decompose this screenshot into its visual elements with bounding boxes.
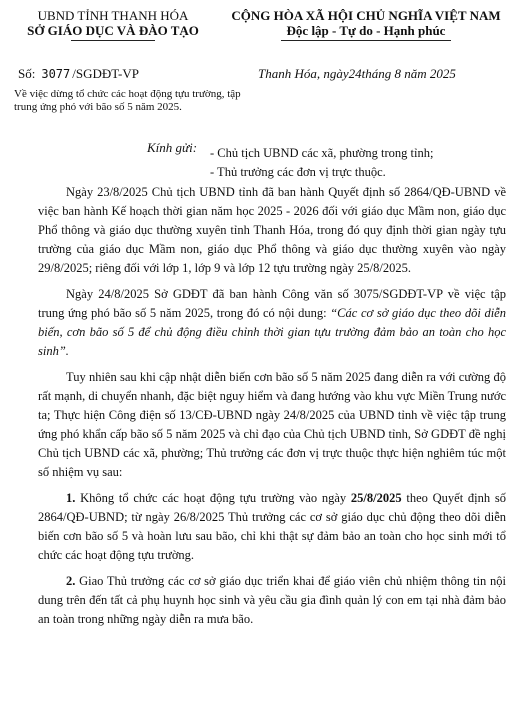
recipient-item: - Thủ trưởng các đơn vị trực thuộc. bbox=[210, 165, 386, 179]
item-1-date: 25/8/2025 bbox=[350, 491, 402, 505]
country-name: CỘNG HÒA XÃ HỘI CHỦ NGHĨA VIỆT NAM bbox=[231, 8, 501, 23]
parent-agency: UBND TỈNH THANH HÓA bbox=[37, 8, 189, 23]
item-2-number: 2. bbox=[66, 574, 76, 588]
paragraph-2-quote: “Các cơ sở giáo dục theo dõi diễn biến, cơn bão số 5 để chủ động điều chỉnh thời gian tựu trường đảm bảo an toàn cho học sinh”. bbox=[38, 306, 506, 358]
recipient-item: - Chủ tịch UBND các xã, phường trong tỉnh; bbox=[210, 146, 434, 160]
paragraph-2 bbox=[38, 285, 506, 361]
paragraph-2-text: Ngày 24/8/2025 Sở GDĐT đã ban hành Công văn số 3075/SGDĐT-VP về việc tập trung ứng phó bão số 5 năm 2025, trong đó có nội dung: bbox=[38, 287, 506, 320]
recipient-list bbox=[210, 144, 433, 182]
document-number-value: 3077 bbox=[41, 67, 71, 81]
paragraph-3: Tuy nhiên sau khi cập nhật diễn biến cơn bão số 5 năm 2025 đang diễn ra với cường độ rất mạnh, di chuyển nhanh, đặc biệt nguy hiểm và đang hướng vào khu vực Miền Trung nước ta; Thực hiện Công điện số 13/CĐ-UBND ngày 24/8/2025 của UBND tỉnh về việc tập trung ứng phó khẩn cấp bão số 5 năm 2025 và chỉ đạo của Chủ tịch UBND tỉnh, Sở GDĐT đề nghị Chủ tịch UBND các xã, phường; Thủ trưởng các đơn vị trực thuộc thực hiện nghiêm túc một số nhiệm vụ sau: bbox=[38, 370, 506, 479]
addressee-label: Kính gửi: bbox=[147, 140, 198, 155]
item-2-text: Giao Thủ trưởng các cơ sở giáo dục triển khai để giáo viên chủ nhiệm thông tin nội dung trên đến tất cả phụ huynh học sinh và yêu cầu gia đình quản lý con em tại nhà đảm bảo an toàn trong những ngày diễn ra mưa bão. bbox=[38, 574, 506, 626]
issuing-agency: SỞ GIÁO DỤC VÀ ĐÀO TẠO bbox=[27, 23, 199, 38]
item-1-text-a: Không tổ chức các hoạt động tựu trường vào ngày bbox=[75, 491, 351, 505]
item-1-text-b: theo Quyết định số 2864/QĐ-UBND; từ ngày 26/8/2025 Thủ trưởng các cơ sở giáo dục chủ động theo dõi diễn biến cơn bão số 5 và hoàn lưu sau bão, chỉ khi thật sự đảm bảo an toàn cho học sinh mới tổ chức các hoạt động tựu trường. bbox=[38, 491, 506, 562]
national-motto: Độc lập - Tự do - Hạnh phúc bbox=[286, 23, 446, 38]
subject-line: Về việc dừng tổ chức các hoạt động tựu trường, tập trung ứng phó với bão số 5 năm 2025. bbox=[14, 88, 241, 113]
paragraph-4 bbox=[38, 489, 506, 565]
paragraph-1: Ngày 23/8/2025 Chủ tịch UBND tỉnh đã ban hành Quyết định số 2864/QĐ-UBND về việc ban hành Kế hoạch thời gian năm học 2025 - 2026 đối với giáo dục Mầm non, giáo dục Phổ thông và giáo dục thường xuyên tỉnh Thanh Hóa, trong đó quy định thời gian ngày tựu trường của giáo dục Mầm non, giáo dục Phổ thông và giáo dục thường xuyên vào ngày 29/8/2025; riêng đối với lớp 1, lớp 9 và lớp 12 tựu trường ngày 25/8/2025. bbox=[38, 185, 506, 275]
date-suffix: tháng 8 năm 2025 bbox=[361, 66, 456, 81]
agency-underline bbox=[71, 40, 155, 41]
date-prefix: Thanh Hóa, ngày bbox=[258, 66, 349, 81]
paragraph-5 bbox=[38, 572, 506, 629]
document-body bbox=[38, 183, 506, 636]
document-number-label: Số: bbox=[18, 66, 36, 81]
motto-underline bbox=[281, 40, 451, 41]
item-1-number: 1. bbox=[66, 491, 76, 505]
document-number-suffix: /SGDĐT-VP bbox=[72, 66, 139, 81]
document-number bbox=[18, 66, 139, 82]
date-day: 24 bbox=[348, 66, 362, 81]
issue-date bbox=[258, 66, 456, 81]
national-title-block bbox=[226, 8, 506, 41]
issuing-agency-block bbox=[8, 8, 218, 41]
